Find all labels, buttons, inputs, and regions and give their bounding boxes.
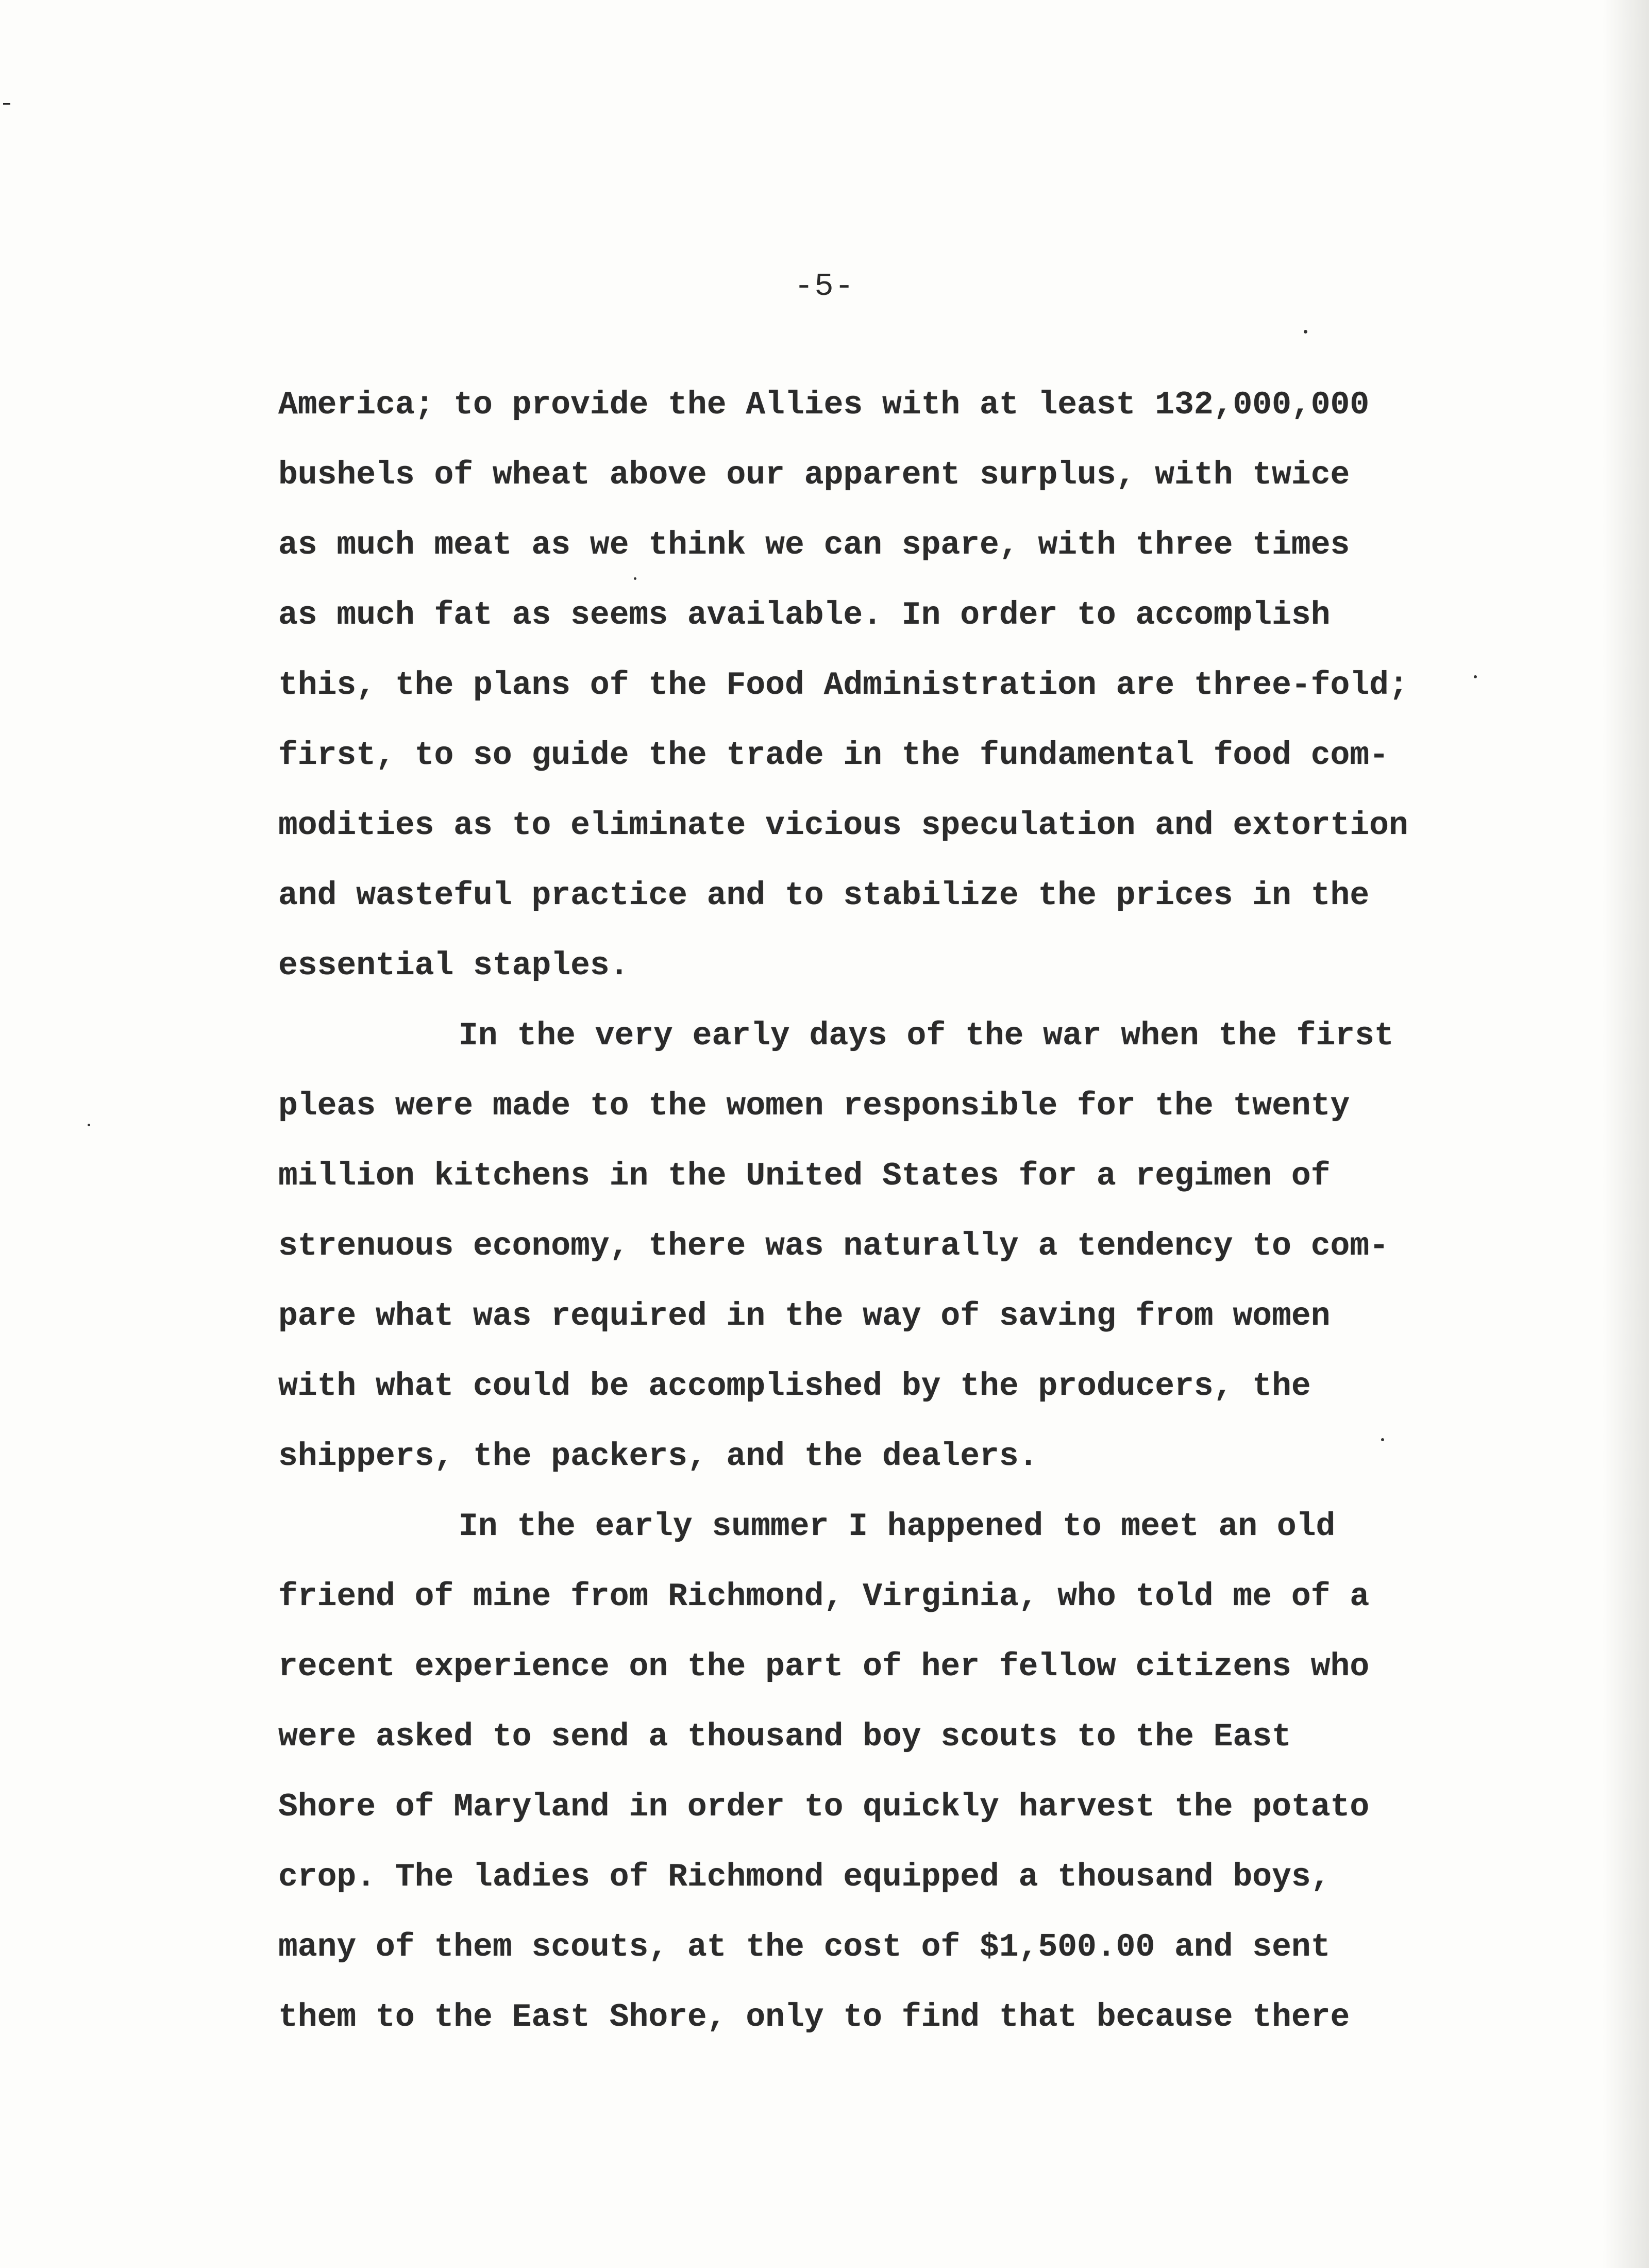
text-line: Shore of Maryland in order to quickly harvest the potato — [278, 1789, 1370, 1825]
page-number: -5- — [794, 268, 855, 305]
text-line: many of them scouts, at the cost of $1,500.00 and sent — [278, 1929, 1331, 1965]
text-line: with what could be accomplished by the producers, the — [278, 1368, 1311, 1405]
body-text — [278, 370, 1443, 2053]
text-line: bushels of wheat above our apparent surplus, with twice — [278, 457, 1350, 493]
text-line: America; to provide the Allies with at least 132,000,000 — [278, 387, 1370, 423]
text-line: essential staples. — [278, 947, 629, 984]
text-line: were asked to send a thousand boy scouts to the East — [278, 1719, 1291, 1755]
edge-mark — [3, 103, 10, 105]
text-line: this, the plans of the Food Administration are three-fold; — [278, 667, 1408, 704]
text-line: first, to so guide the trade in the fundamental food com- — [278, 737, 1389, 774]
text-line: pleas were made to the women responsible for the twenty — [278, 1088, 1350, 1124]
text-line: as much fat as seems available. In order to accomplish — [278, 597, 1331, 633]
speck — [1474, 675, 1477, 678]
text-line: crop. The ladies of Richmond equipped a thousand boys, — [278, 1859, 1331, 1895]
text-line: million kitchens in the United States for a regimen of — [278, 1158, 1331, 1194]
text-line: strenuous economy, there was naturally a tendency to com- — [278, 1228, 1389, 1264]
paragraph-start-line: In the very early days of the war when the first — [459, 1018, 1394, 1054]
text-line: modities as to eliminate vicious speculation and extortion — [278, 807, 1408, 844]
text-line: as much meat as we think we can spare, with three times — [278, 527, 1350, 563]
page-edge-shadow — [1603, 0, 1649, 2268]
speck — [1304, 330, 1307, 333]
speck — [88, 1124, 90, 1126]
text-line: pare what was required in the way of saving from women — [278, 1298, 1331, 1335]
text-line: friend of mine from Richmond, Virginia, who told me of a — [278, 1578, 1370, 1615]
text-line: shippers, the packers, and the dealers. — [278, 1438, 1038, 1475]
text-line: them to the East Shore, only to find that because there — [278, 1999, 1350, 2036]
text-line: recent experience on the part of her fellow citizens who — [278, 1648, 1370, 1685]
text-line: and wasteful practice and to stabilize the prices in the — [278, 877, 1370, 914]
paragraph-start-line: In the early summer I happened to meet an old — [459, 1508, 1336, 1545]
